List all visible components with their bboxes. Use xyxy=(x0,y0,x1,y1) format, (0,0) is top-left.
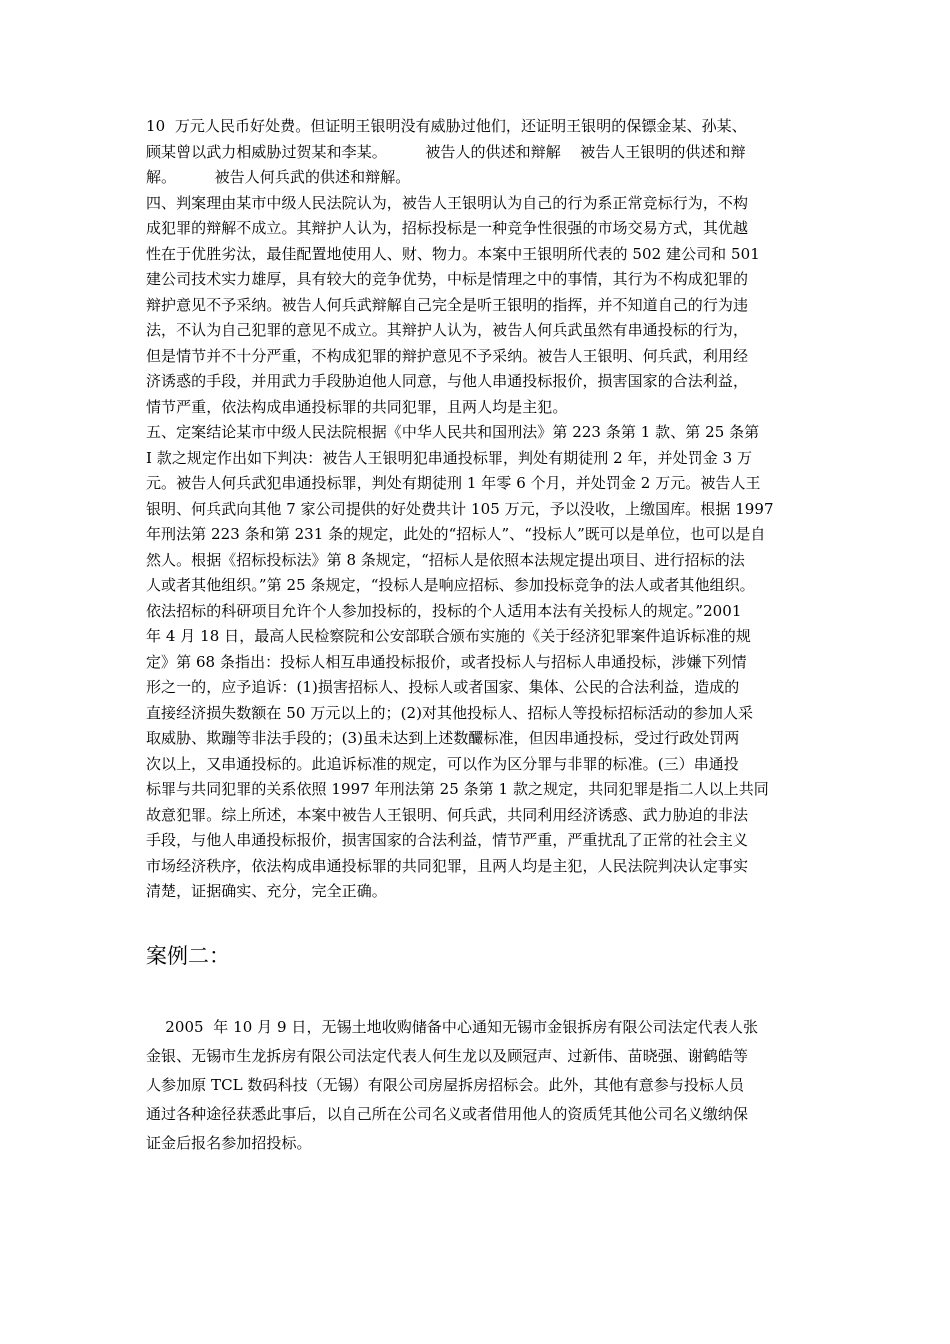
case1-body xyxy=(146,114,814,905)
text-line: 次以上，又串通投标的。此追诉标准的规定，可以作为区分罪与非罪的标准。(三）串通投 xyxy=(146,754,739,773)
text-line: 市场经济秩序，依法构成串通投标罪的共同犯罪，且两人均是主犯，人民法院判决认定事实 xyxy=(146,856,749,875)
text-line: 情节严重，依法构成串通投标罪的共同犯罪，且两人均是主犯。 xyxy=(146,397,568,416)
text-line: 直接经济损失数额在 50 万元以上的；(2)对其他投标人、招标人等投标招标活动的参加人采 xyxy=(146,703,754,722)
text-line: 建公司技术实力雄厚，具有较大的竞争优势，中标是情理之中的事情，其行为不构成犯罪的 xyxy=(146,270,749,288)
text-line: 五、定案结论某市中级人民法院根据《中华人民共和国刑法》第 223 条第 1 款、第 25 条第 xyxy=(146,423,760,441)
text-line: 然人。根据《招标投标法》第 8 条规定，“招标人是依照本法规定提出项目、进行招标的法 xyxy=(146,550,745,569)
text-line: 2005 年 10 月 9 日，无锡土地收购储备中心通知无锡市金银拆房有限公司法定代表人张 xyxy=(146,1018,758,1036)
text-line: 取威胁、欺蹦等非法手段的；(3)虽未达到上述数釅标准，但因串通投标，受过行政处罚两 xyxy=(146,729,740,747)
text-line: 法，不认为自己犯罪的意见不成立。其辩护人认为，被告人何兵武虽然有串通投标的行为， xyxy=(146,321,749,339)
text-line: I 款之规定作出如下判决：被告人王银明犯串通投标罪，判处有期徒刑 2 年，并处罚金 3 万 xyxy=(146,448,753,467)
text-line: 元。被告人何兵武犯串通投标罪，判处有期徒刑 1 年零 6 个月，并处罚金 2 万元。被告人王 xyxy=(146,474,761,492)
case2-heading: 案例二： xyxy=(146,944,230,968)
text-line: 清楚，证据确实、充分，完全正确。 xyxy=(146,882,387,900)
text-line: 成犯罪的辩解不成立。其辩护人认为，招标投标是一种竞争性很强的市场交易方式，其优越 xyxy=(146,219,749,237)
text-line: 标罪与共同犯罪的关系依照 1997 年刑法第 25 条第 1 款之规定，共同犯罪是指二人以上共同 xyxy=(146,780,769,798)
text-line: 但是情节并不十分严重，不构成犯罪的辩护意见不予采纳。被告人王银明、何兵武，利用经 xyxy=(146,346,749,365)
text-line: 银明、何兵武向其他 7 家公司提供的好处费共计 105 万元，予以没收，上缴国库。根据 1997 xyxy=(146,499,774,518)
text-line: 四、判案理由某市中级人民法院认为，被告人王银明认为自己的行为系正常竞标行为，不构 xyxy=(146,193,749,212)
text-line: 10 万元人民币好处费。但证明王银明没有威胁过他们，还证明王银明的保镖金某、孙某、 xyxy=(146,117,747,135)
text-line: 定》第 68 条指出：投标人相互串通投标报价，或者投标人与招标人串通投标，涉嫌下列情 xyxy=(146,652,747,671)
case2-body xyxy=(146,1013,814,1158)
text-line: 解。 被告人何兵武的供述和辩解。 xyxy=(146,168,411,186)
text-line: 年 4 月 18 日，最高人民检察院和公安部联合颁布实施的《关于经济犯罪案件追诉标准的规 xyxy=(146,627,751,645)
text-line: 故意犯罪。综上所述，本案中被告人王银明、何兵武，共同利用经济诱惑、武力胁迫的非法 xyxy=(146,805,749,824)
text-line: 依法招标的科研项目允许个人参加投标的，投标的个人适用本法有关投标人的规定。”2001 xyxy=(146,601,742,620)
text-line: 通过各种途径获悉此事后，以自己所在公司名义或者借用他人的资质凭其他公司名义缴纳保 xyxy=(146,1105,749,1123)
text-line: 济诱惑的手段，并用武力手段胁迫他人同意，与他人串通投标报价，损害国家的合法利益， xyxy=(146,372,749,390)
text-line: 辩护意见不予采纳。被告人何兵武辩解自己完全是听王银明的指挥，并不知道自己的行为违 xyxy=(146,295,749,314)
text-line: 顾某曾以武力相威胁过贺某和李某。 被告人的供述和辩解 被告人王银明的供述和辩 xyxy=(146,142,746,161)
text-line: 年刑法第 223 条和第 231 条的规定，此处的“招标人”、“投标人”既可以是单位，也可以是自 xyxy=(146,525,766,543)
text-line: 人或者其他组织。”第 25 条规定，“投标人是响应招标、参加投标竞争的法人或者其他组织。 xyxy=(146,576,755,594)
text-line: 金银、无锡市生龙拆房有限公司法定代表人何生龙以及顾冠声、过新伟、苗晓强、谢鹤皓等 xyxy=(146,1047,749,1065)
text-line: 证金后报名参加招投标。 xyxy=(146,1134,312,1152)
text-line: 手段，与他人串通投标报价，损害国家的合法利益，情节严重，严重扰乱了正常的社会主义 xyxy=(146,831,749,849)
text-line: 形之一的，应予追诉：(1)损害招标人、投标人或者国家、集体、公民的合法利益，造成的 xyxy=(146,678,740,696)
text-line: 性在于优胜劣汰，最佳配置地使用人、财、物力。本案中王银明所代表的 502 建公司和 501 xyxy=(146,244,760,263)
text-line: 人参加原 TCL 数码科技（无锡）有限公司房屋拆房招标会。此外，其他有意参与投标人员 xyxy=(146,1076,745,1094)
